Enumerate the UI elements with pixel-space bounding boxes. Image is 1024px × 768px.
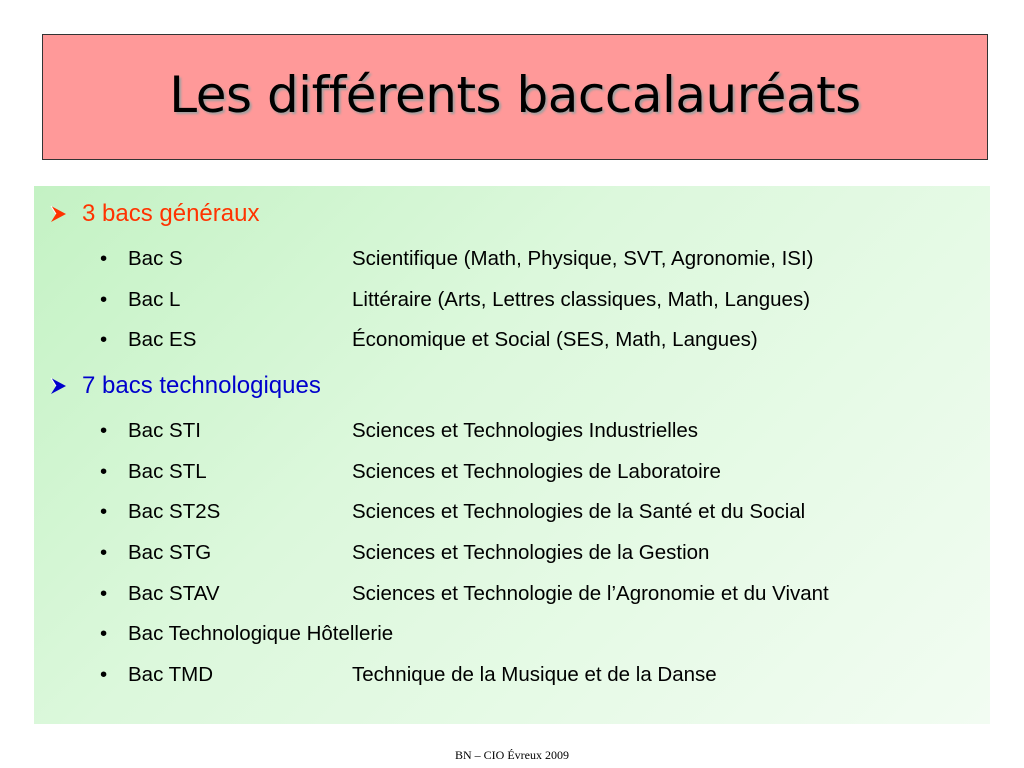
bac-description: Économique et Social (SES, Math, Langues) (352, 328, 758, 351)
section-heading-text: 7 bacs technologiques (82, 372, 321, 399)
footer-text: BN – CIO Évreux 2009 (455, 748, 569, 762)
section-heading-general (48, 200, 259, 228)
bac-description: Sciences et Technologies Industrielles (352, 419, 699, 442)
bac-description: Technique de la Musique et de la Danse (352, 663, 717, 686)
bac-name: Bac S (128, 247, 183, 270)
section-heading-text: 3 bacs généraux (82, 200, 260, 227)
bac-name: Bac STG (128, 541, 212, 564)
bac-description: Scientifique (Math, Physique, SVT, Agronomie, ISI) (352, 247, 814, 270)
bac-description: Sciences et Technologies de Laboratoire (352, 460, 721, 483)
bac-name: Bac ST2S (128, 500, 221, 523)
bullet-dot: • (100, 247, 108, 270)
bullet-dot: • (100, 541, 108, 564)
content-box (34, 186, 990, 724)
bac-description: Sciences et Technologies de la Gestion (352, 541, 710, 564)
bullet-dot: • (100, 460, 108, 483)
bullet-dot: • (100, 500, 108, 523)
bullet-dot: • (100, 288, 108, 311)
slide-title: Les différents baccalauréats (169, 66, 861, 124)
bullet-dot: • (100, 582, 108, 605)
title-box (42, 34, 988, 160)
bac-name: Bac ES (128, 328, 197, 351)
arrow-bullet-icon (48, 204, 68, 224)
bullet-dot: • (100, 663, 108, 686)
bac-name: Bac STAV (128, 582, 220, 605)
bac-name: Bac STL (128, 460, 207, 483)
section-heading-technological (48, 372, 321, 400)
bac-name: Bac Technologique Hôtellerie (128, 622, 394, 645)
bac-description: Littéraire (Arts, Lettres classiques, Math, Langues) (352, 288, 811, 311)
bac-name: Bac L (128, 288, 181, 311)
bullet-dot: • (100, 328, 108, 351)
arrow-bullet-icon (48, 376, 68, 396)
bac-name: Bac STI (128, 419, 201, 442)
bac-name: Bac TMD (128, 663, 214, 686)
bac-description: Sciences et Technologie de l’Agronomie et du Vivant (352, 582, 829, 605)
bullet-dot: • (100, 622, 108, 645)
bullet-dot: • (100, 419, 108, 442)
bac-description: Sciences et Technologies de la Santé et du Social (352, 500, 806, 523)
